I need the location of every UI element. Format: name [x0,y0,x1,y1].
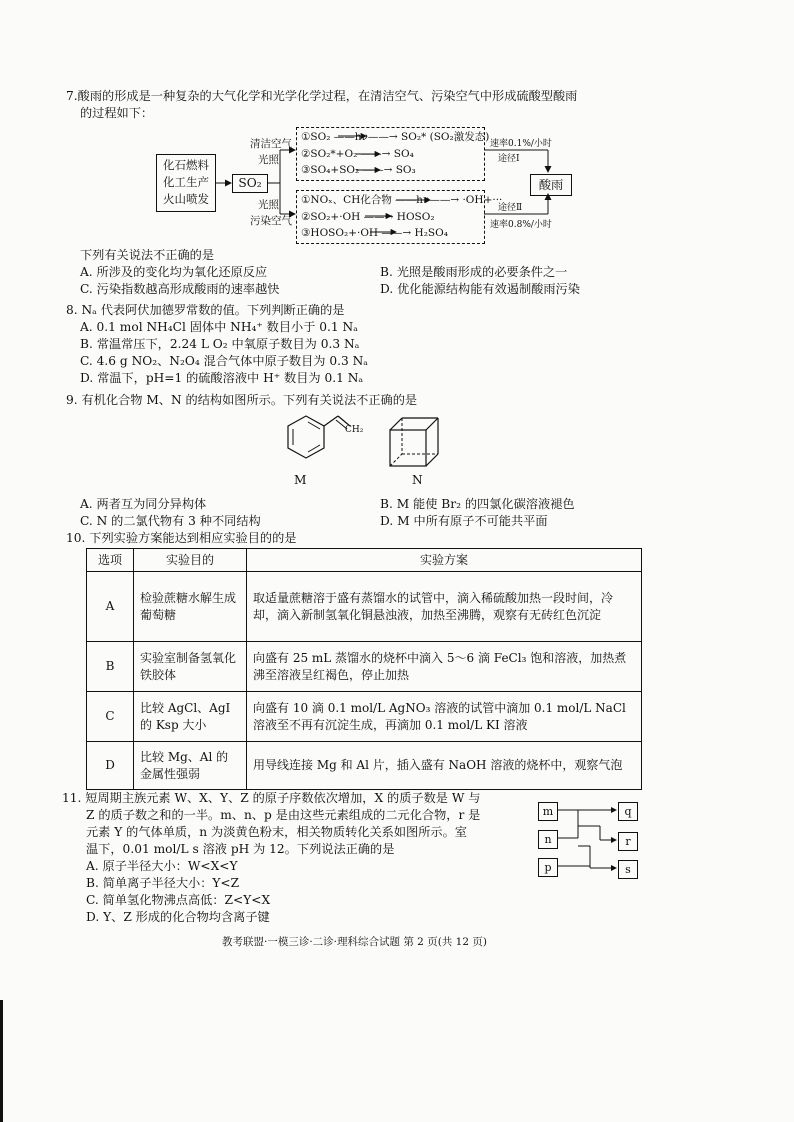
q7-option-c: C. 污染指数越高形成酸雨的速率越快 [80,282,280,296]
q8-option-a: A. 0.1 mol NH₄Cl 固体中 NH₄⁺ 数目小于 0.1 Nₐ [80,320,358,334]
row-d-goal: 比较 Mg、Al 的金属性强弱 [134,742,247,790]
q11-option-a: A. 原子半径大小：W<X<Y [86,859,238,873]
clean-air-label: 清洁空气 [250,138,292,150]
structure-m-styrene [270,412,390,484]
q7-stem-line2: 的过程如下： [80,106,154,120]
path-2-label: 途径Ⅱ [498,203,523,213]
q8-option-c: C. 4.6 g NO₂、N₂O₄ 混合气体中原子数目为 0.3 Nₐ [80,354,368,368]
q7-question: 下列有关说法不正确的是 [80,248,215,262]
structure-m-label: M [294,473,307,487]
q7-stem-line1: 7.酸雨的形成是一种复杂的大气化学和光学化学过程，在清洁空气、污染空气中形成硫酸型酸雨 [66,89,578,103]
table-row [87,572,642,642]
q11-option-b: B. 简单离子半径大小：Y<Z [86,876,240,890]
q9-option-a: A. 两者互为同分异构体 [80,497,207,511]
row-b-plan: 向盛有 25 mL 蒸馏水的烧杯中滴入 5～6 滴 FeCl₃ 饱和溶液，加热煮沸至溶液呈红褐色，停止加热 [247,642,642,692]
source-chemical-industry: 化工生产 [163,175,209,189]
table-header-row [87,549,642,572]
q11-stem-line1: 11. 短周期主族元素 W、X、Y、Z 的原子序数依次增加，X 的质子数是 W 与 [62,791,481,805]
table-row [87,692,642,742]
clean-reaction-2: ②SO₂*+O₂ ——→ SO₄ [301,148,414,160]
header-goal: 实验目的 [134,549,247,572]
scan-edge-mark [0,1000,3,1122]
q9-stem: 9. 有机化合物 M、N 的结构如图所示。下列有关说法不正确的是 [66,393,418,407]
q9-option-d: D. M 中所有原子不可能共平面 [380,514,548,528]
clean-air-reactions-box [296,127,490,181]
polluted-air-label: 污染空气 [250,215,292,227]
so2-box: SO₂ [232,174,268,193]
row-b-goal: 实验室制备氢氧化铁胶体 [134,642,247,692]
structure-m-ch2-label: CH₂ [345,425,364,435]
table-row [87,642,642,692]
structure-n-label: N [412,473,423,487]
q11-stem-line4: 温下，0.01 mol/L s 溶液 pH 为 12。下列说法正确的是 [86,842,395,856]
box-s: s [618,860,638,879]
q10-stem: 10. 下列实验方案能达到相应实验目的的是 [66,531,297,545]
polluted-reaction-3: ③HOSO₂+·OH ——→ H₂SO₄ [301,227,448,239]
row-a-option: A [87,572,134,642]
q8-stem: 8. Nₐ 代表阿伏加德罗常数的值。下列判断正确的是 [66,303,345,317]
q11-stem-line2: Z 的质子数之和的一半。m、n、p 是由这些元素组成的二元化合物，r 是 [86,808,481,822]
row-a-goal: 检验蔗糖水解生成葡萄糖 [134,572,247,642]
rate-1-label: 速率0.1%/小时 [490,139,552,149]
box-r: r [618,832,638,851]
q11-option-d: D. Y、Z 形成的化合物均含离子键 [86,910,270,924]
clean-reaction-1: ①SO₂ ——hν——→ SO₂* (SO₂激发态) [301,131,490,143]
clean-light-label: 光照 [258,154,279,166]
q9-option-c: C. N 的二氯代物有 3 种不同结构 [80,514,261,528]
header-plan: 实验方案 [247,549,642,572]
rate-2-label: 速率0.8%/小时 [490,220,552,230]
clean-reaction-3: ③SO₄+SO₂ ——→ SO₃ [301,164,416,176]
polluted-light-label: 光照 [258,199,279,211]
q7-option-d: D. 优化能源结构能有效遏制酸雨污染 [380,282,580,296]
box-q: q [618,802,638,821]
row-c-plan: 向盛有 10 滴 0.1 mol/L AgNO₃ 溶液的试管中滴加 0.1 mol/L NaCl 溶液至不再有沉淀生成，再滴加 0.1 mol/L KI 溶液 [247,692,642,742]
acid-rain-box: 酸雨 [530,174,572,196]
q7-option-b: B. 光照是酸雨形成的必要条件之一 [380,265,568,279]
q8-option-d: D. 常温下，pH=1 的硫酸溶液中 H⁺ 数目为 0.1 Nₐ [80,371,364,385]
box-m: m [538,802,558,821]
page-footer: 教考联盟·一模三诊·二诊·理科综合试题 第 2 页(共 12 页) [222,936,487,948]
row-d-plan: 用导线连接 Mg 和 Al 片，插入盛有 NaOH 溶液的烧杯中，观察气泡 [247,742,642,790]
source-volcano: 火山喷发 [163,192,209,206]
path-1-label: 途径Ⅰ [498,154,520,164]
structure-n-cubane [384,414,454,470]
source-fossil-fuel: 化石燃料 [163,158,209,172]
q11-option-c: C. 简单氢化物沸点高低：Z<Y<X [86,893,271,907]
box-n: n [538,830,558,849]
row-a-plan: 取适量蔗糖溶于盛有蒸馏水的试管中，滴入稀硫酸加热一段时间，冷却，滴入新制氢氧化铜悬浊液，加热至沸腾，观察有无砖红色沉淀 [247,572,642,642]
q8-option-b: B. 常温常压下，2.24 L O₂ 中氧原子数目为 0.3 Nₐ [80,337,360,351]
row-c-option: C [87,692,134,742]
source-box [156,154,216,212]
row-c-goal: 比较 AgCl、AgI 的 Ksp 大小 [134,692,247,742]
polluted-reaction-1: ①NOₓ、CH化合物 ——hν——→ ·OH+··· [301,194,503,206]
q11-stem-line3: 元素 Y 的气体单质，n 为淡黄色粉末，相关物质转化关系如图所示。室 [86,825,467,839]
row-b-option: B [87,642,134,692]
q7-option-a: A. 所涉及的变化均为氧化还原反应 [80,265,268,279]
row-d-option: D [87,742,134,790]
q9-option-b: B. M 能使 Br₂ 的四氯化碳溶液褪色 [380,497,575,511]
table-row [87,742,642,790]
header-option: 选项 [87,549,134,572]
polluted-air-reactions-box [296,190,503,244]
box-p: p [538,858,558,877]
polluted-reaction-2: ②SO₂+·OH ——→ HOSO₂ [301,211,435,223]
experiment-table [86,548,642,790]
